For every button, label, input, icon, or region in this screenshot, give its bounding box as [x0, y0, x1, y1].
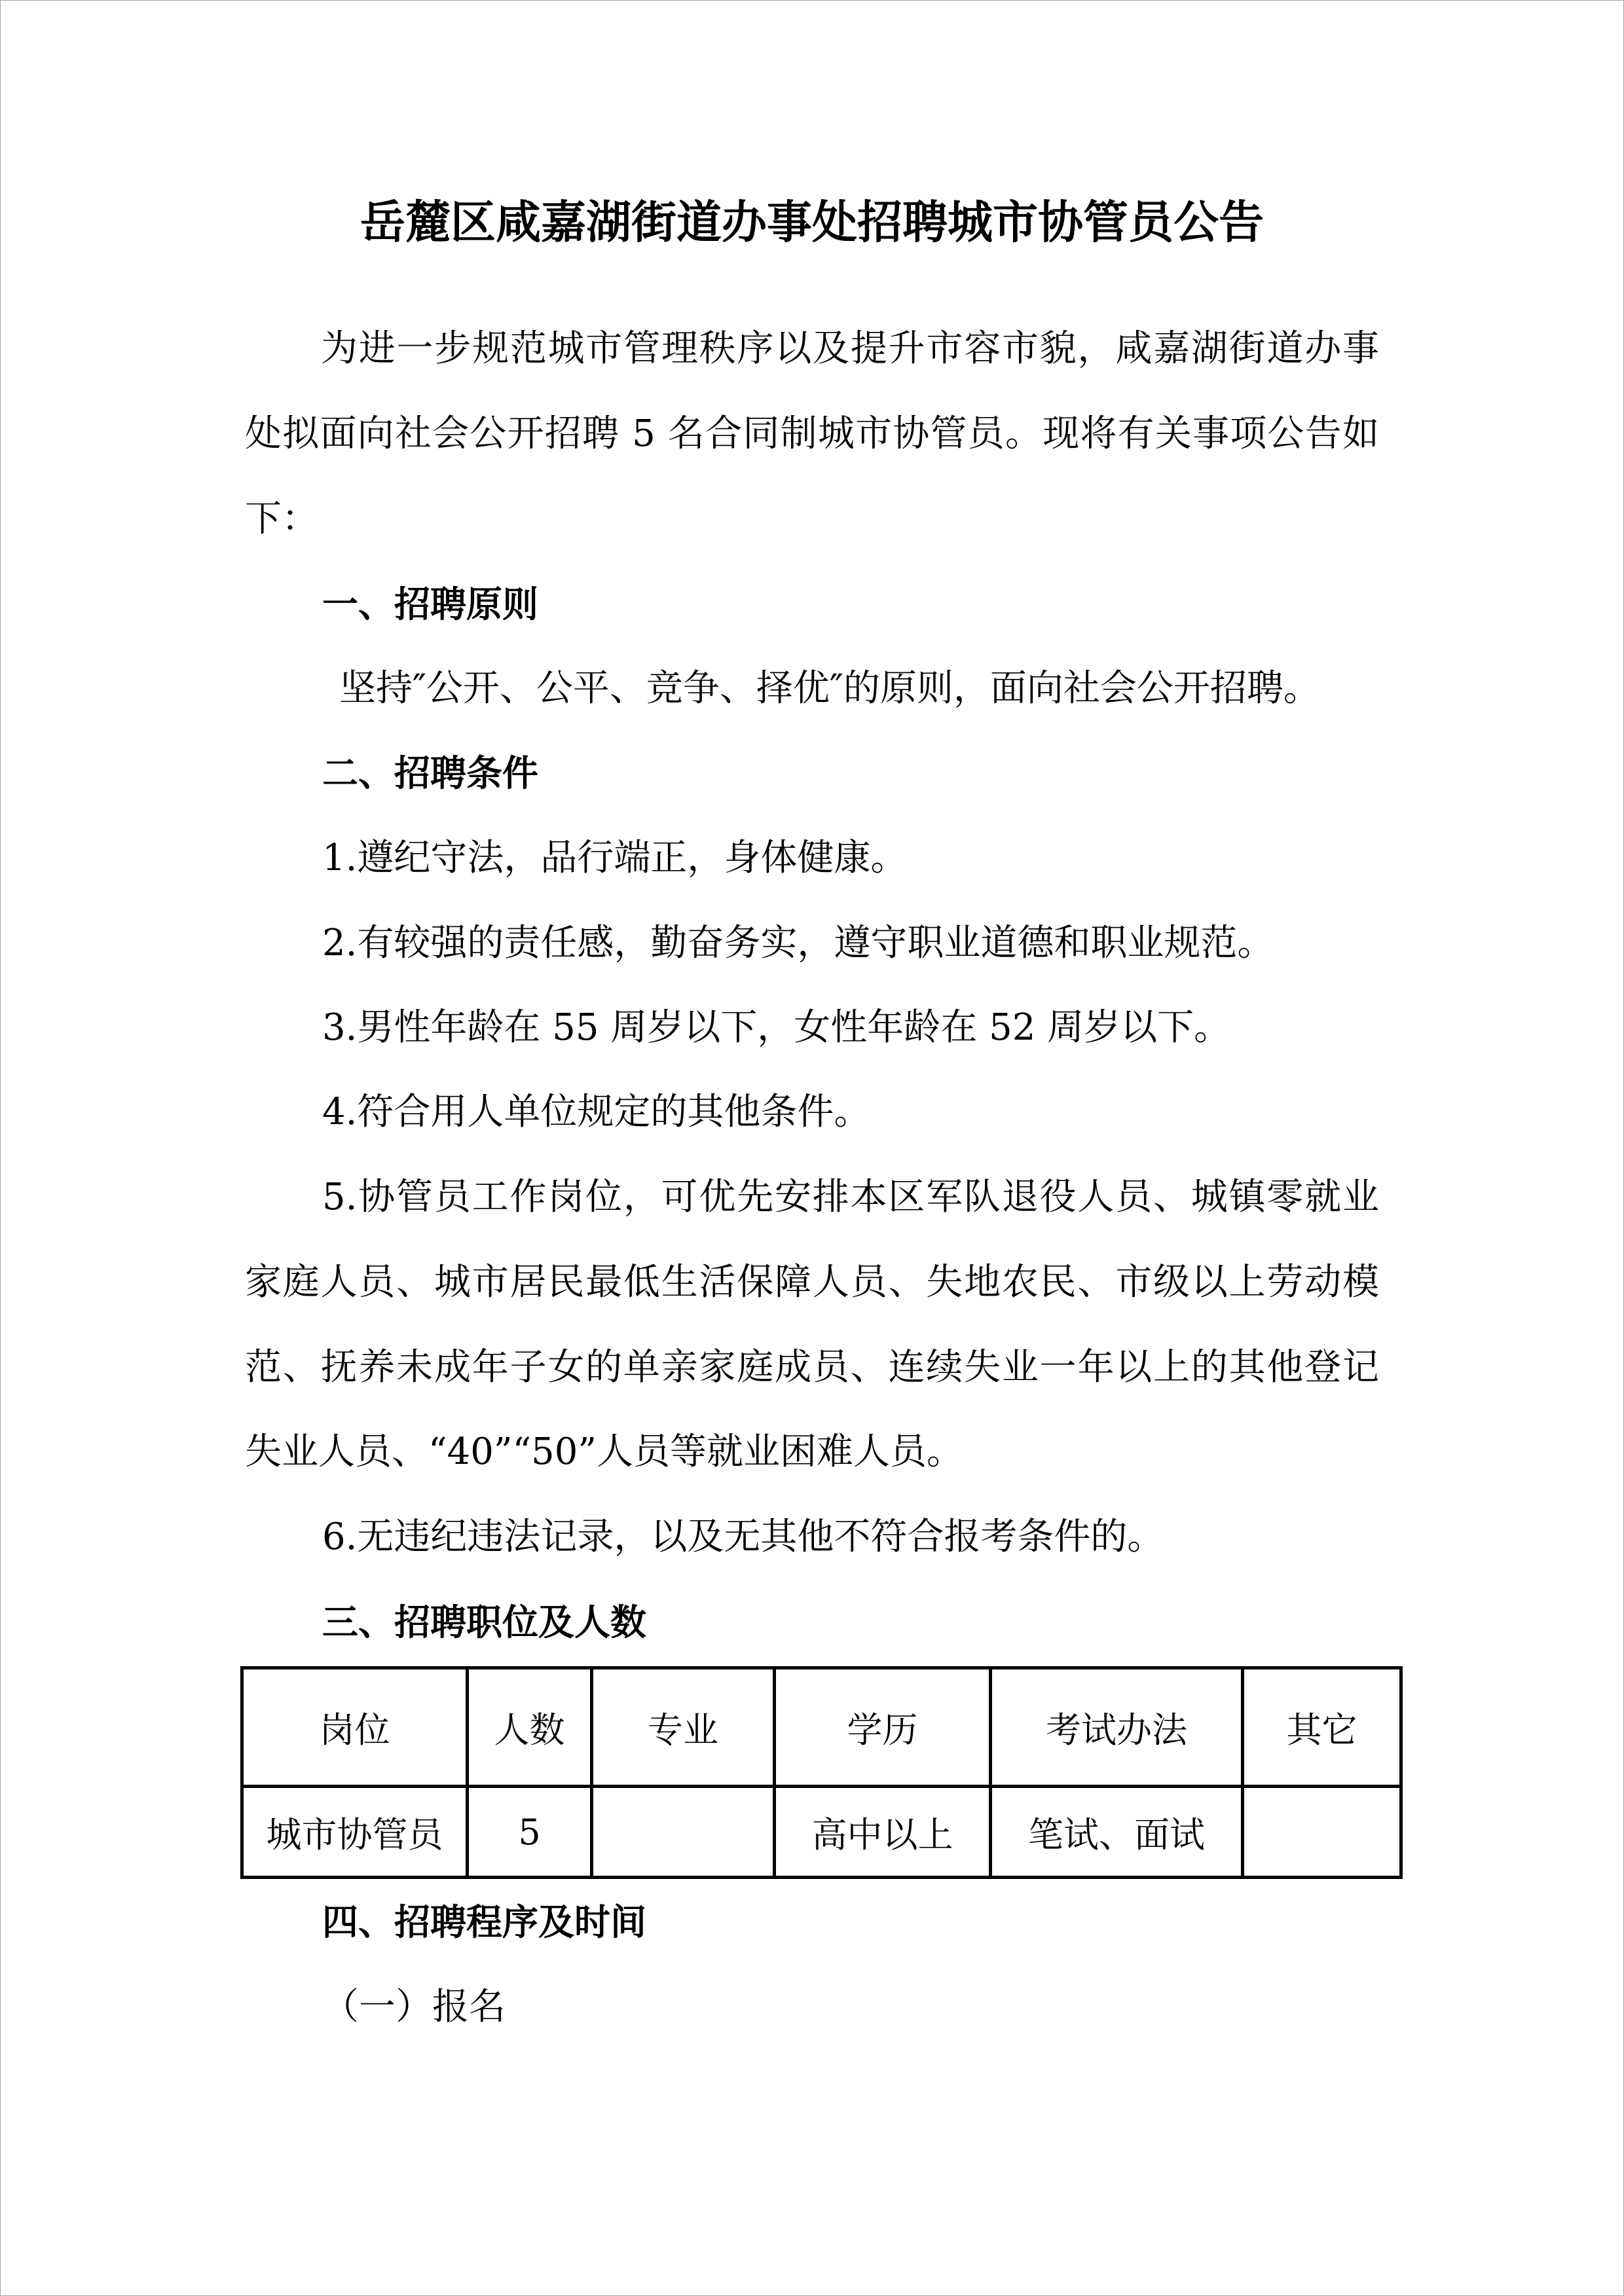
- intro-line-1: 为进一步规范城市管理秩序以及提升市容市貌，咸嘉湖街道办事: [321, 327, 1379, 370]
- condition-item-4: 4.符合用人单位规定的其他条件。: [322, 1091, 871, 1133]
- condition-item-1: 1.遵纪守法，品行端正，身体健康。: [322, 837, 908, 879]
- cell-exam-method: 笔试、面试: [991, 1787, 1243, 1878]
- positions-table: [240, 1666, 1403, 1879]
- condition-item-5-line-3: 范、抚养未成年子女的单亲家庭成员、连续失业一年以上的其他登记: [245, 1346, 1379, 1389]
- condition-item-6: 6.无违纪违法记录，以及无其他不符合报考条件的。: [322, 1516, 1164, 1558]
- section1-heading: 一、招聘原则: [322, 583, 539, 625]
- cell-education: 高中以上: [775, 1787, 991, 1878]
- section1-text: 坚持″公开、公平、竞争、择优″的原则，面向社会公开招聘。: [339, 667, 1320, 710]
- header-cell-count: 人数: [468, 1668, 592, 1787]
- cell-major: [592, 1787, 775, 1878]
- section4-heading: 四、招聘程序及时间: [322, 1901, 647, 1943]
- document-title: 岳麓区咸嘉湖街道办事处招聘城市协管员公告: [360, 196, 1264, 249]
- table-header-row: [242, 1668, 1401, 1787]
- header-cell-exam-method: 考试办法: [991, 1668, 1243, 1787]
- intro-line-3: 下：: [245, 498, 318, 540]
- header-cell-education: 学历: [775, 1668, 991, 1787]
- header-cell-major: 专业: [592, 1668, 775, 1787]
- condition-item-5-line-2: 家庭人员、城市居民最低生活保障人员、失地农民、市级以上劳动模: [245, 1261, 1379, 1303]
- section3-heading: 三、招聘职位及人数: [322, 1601, 647, 1643]
- section4-subheading-1: （一）报名: [322, 1986, 506, 2028]
- cell-position: 城市协管员: [242, 1787, 468, 1878]
- header-cell-other: 其它: [1243, 1668, 1401, 1787]
- condition-item-3: 3.男性年龄在 55 周岁以下，女性年龄在 52 周岁以下。: [322, 1006, 1231, 1049]
- cell-other: [1243, 1787, 1401, 1878]
- intro-line-2: 处拟面向社会公开招聘 5 名合同制城市协管员。现将有关事项公告如: [245, 412, 1379, 455]
- table-row: [242, 1787, 1401, 1878]
- condition-item-5-line-1: 5.协管员工作岗位，可优先安排本区军队退役人员、城镇零就业: [322, 1176, 1379, 1218]
- header-cell-position: 岗位: [242, 1668, 468, 1787]
- condition-item-2: 2.有较强的责任感，勤奋务实，遵守职业道德和职业规范。: [322, 922, 1274, 964]
- cell-count: 5: [468, 1787, 592, 1878]
- section2-heading: 二、招聘条件: [322, 752, 539, 794]
- condition-item-5-line-4: 失业人员、“40”“50”人员等就业困难人员。: [245, 1430, 964, 1473]
